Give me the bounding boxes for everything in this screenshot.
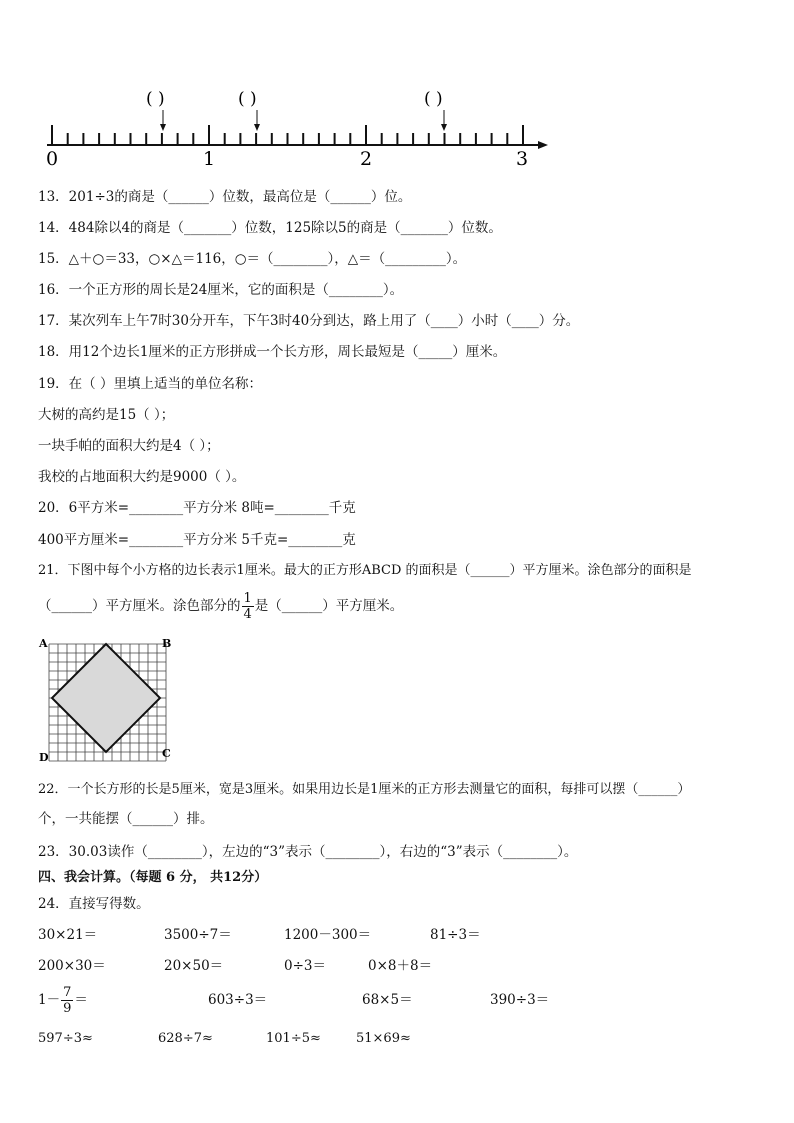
question-21-text-post: 是（______）平方厘米。 xyxy=(254,598,404,614)
question-21-line1: 21．下图中每个小方格的边长表示1厘米。最大的正方形ABCD 的面积是（______）平方厘米。涂色部分的面积是 xyxy=(38,563,692,578)
question-15: 15．△＋○＝33，○×△＝116，○＝（________），△＝（_________）。 xyxy=(38,251,467,267)
question-19-tree: 大树的高约是15（ ）； xyxy=(38,407,175,423)
calc-item: 628÷7≈ xyxy=(158,1031,213,1046)
arrow-down-icon xyxy=(254,110,260,131)
question-20-row1: 20．6平方米=________平方分米 8吨=________千克 xyxy=(38,500,356,516)
fraction-denominator: 9 xyxy=(63,1001,72,1016)
question-18: 18．用12个边长1厘米的正方形拼成一个长方形，周长最短是（_____）厘米。 xyxy=(38,344,507,360)
shaded-square xyxy=(52,644,160,752)
calc-item: 3500÷7＝ xyxy=(164,927,232,943)
calc-item: 0×8＋8＝ xyxy=(368,958,433,974)
fraction-numerator: 1 xyxy=(243,591,252,606)
question-20-row2: 400平方厘米=________平方分米 5千克=________克 xyxy=(38,532,356,548)
question-24: 24．直接写得数。 xyxy=(38,896,150,912)
calc-item: 597÷3≈ xyxy=(38,1031,93,1046)
calc-item-fraction xyxy=(38,984,88,1016)
arrow-down-icon xyxy=(160,110,166,131)
question-22-line1: 22．一个长方形的长是5厘米，宽是3厘米。如果用边长是1厘米的正方形去测量它的面积，每排可以摆（______） xyxy=(38,782,691,797)
number-line-blank-right[interactable]: ( ) xyxy=(424,89,443,109)
corner-label-d: D xyxy=(39,751,49,764)
calc-fraction-post: ＝ xyxy=(74,992,88,1008)
section-4-heading: 四、我会计算。（每题 6 分， 共12分） xyxy=(38,870,268,885)
corner-label-a: A xyxy=(39,637,48,650)
number-line-blank-left[interactable]: ( ) xyxy=(146,89,165,109)
calc-item: 30×21＝ xyxy=(38,927,98,943)
calc-item: 20×50＝ xyxy=(164,958,224,974)
calc-item: 1200－300＝ xyxy=(284,927,372,943)
calc-item: 81÷3＝ xyxy=(430,927,481,943)
question-22-line2: 个，一共能摆（______）排。 xyxy=(38,811,214,827)
corner-label-c: C xyxy=(162,747,171,760)
calc-item: 200×30＝ xyxy=(38,958,106,974)
number-line-label-0: 0 xyxy=(46,148,59,170)
question-21-line2 xyxy=(38,590,403,622)
question-13: 13．201÷3的商是（______）位数，最高位是（______）位。 xyxy=(38,189,412,205)
question-19-school: 我校的占地面积大约是9000（ ）。 xyxy=(38,469,246,485)
number-line-label-1: 1 xyxy=(203,148,216,170)
number-line-axis xyxy=(47,125,548,149)
question-17: 17．某次列车上午7时30分开车，下午3时40分到达，路上用了（____）小时（____）分。 xyxy=(38,313,580,329)
calc-item: 0÷3＝ xyxy=(284,958,326,974)
calc-item: 390÷3＝ xyxy=(490,992,550,1008)
number-line xyxy=(0,0,794,180)
question-14: 14．484除以4的商是（_______）位数，125除以5的商是（_______）位数。 xyxy=(38,220,502,236)
number-line-label-2: 2 xyxy=(360,148,373,170)
question-19: 19．在（ ）里填上适当的单位名称： xyxy=(38,376,262,392)
question-16: 16．一个正方形的周长是24厘米，它的面积是（________）。 xyxy=(38,282,404,298)
calc-item: 603÷3＝ xyxy=(208,992,268,1008)
number-line-blank-middle[interactable]: ( ) xyxy=(238,89,257,109)
corner-label-b: B xyxy=(162,637,172,650)
fraction-denominator: 4 xyxy=(243,607,252,622)
question-21-text-pre: （______）平方厘米。涂色部分的 xyxy=(38,598,241,614)
fraction-one-quarter xyxy=(242,591,254,622)
calc-item: 101÷5≈ xyxy=(266,1031,321,1046)
arrow-right-icon xyxy=(538,141,548,149)
calc-item: 68×5＝ xyxy=(362,992,413,1008)
question-19-handkerchief: 一块手帕的面积大约是4（ ）； xyxy=(38,438,220,454)
calc-item: 51×69≈ xyxy=(356,1031,411,1046)
fraction-seven-ninths xyxy=(61,985,73,1016)
question-23: 23．30.03读作（________），左边的“3”表示（________），右边的“3”表示（________）。 xyxy=(38,844,578,860)
grid-figure xyxy=(34,635,234,765)
fraction-numerator: 7 xyxy=(63,985,72,1000)
arrow-down-icon xyxy=(441,110,447,131)
number-line-label-3: 3 xyxy=(516,148,529,170)
calc-fraction-pre: 1－ xyxy=(38,992,61,1008)
